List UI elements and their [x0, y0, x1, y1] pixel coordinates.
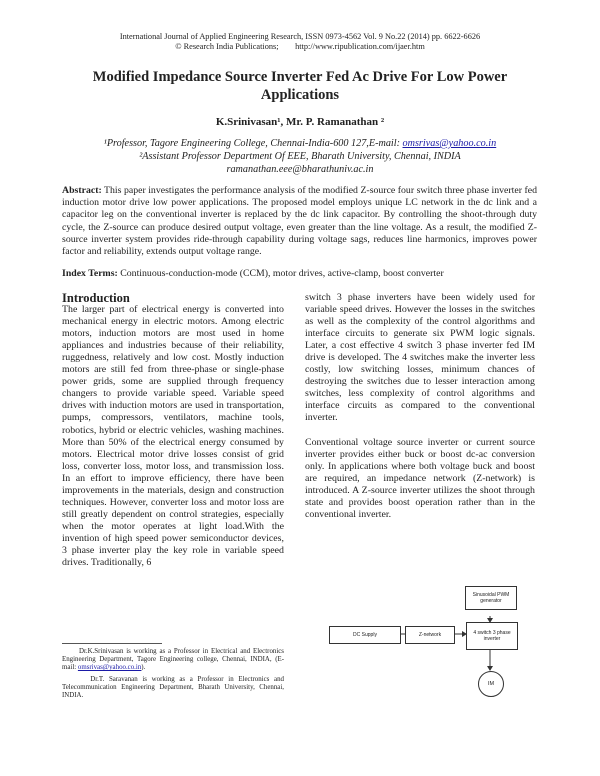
- footnote-2-text: Dr.T. Saravanan is working as a Professor in Electronics and Telecommunication Engineering Department, Bharath University, Chennai, INDIA.: [62, 676, 284, 700]
- index-terms-text: Continuous-conduction-mode (CCM), motor drives, active-clamp, boost converter: [117, 268, 444, 279]
- abstract: [62, 185, 537, 258]
- index-terms: [62, 268, 537, 280]
- journal-header-line1: International Journal of Applied Engineering Research, ISSN 0973-4562 Vol. 9 No.22 (2014) pp. 6622-6626: [119, 32, 481, 41]
- footnote-2: [62, 676, 284, 701]
- section-heading-introduction: Introduction: [62, 291, 130, 305]
- index-terms-label: Index Terms:: [62, 268, 118, 279]
- intro-left-column: [62, 292, 284, 569]
- author-list: K.Srinivasan¹, Mr. P. Ramanathan ²: [215, 116, 385, 128]
- induction-motor-icon: IM: [478, 671, 504, 697]
- footnote-1-email-link[interactable]: omsrivas@yahoo.co.in: [77, 664, 142, 672]
- paper-title: Modified Impedance Source Inverter Fed Ac Drive For Low Power Applications: [92, 69, 508, 103]
- affiliation-2: ²Assistant Professor Department Of EEE, Bharath University, Chennai, INDIA: [139, 151, 461, 162]
- intro-paragraph-1: The larger part of electrical energy is converted into mechanical energy in electric motors. Among electric motors, induction motors are most used in home appliances and industries because of their reliability, ruggedness, relatively and low cost. Mostly induction motors are still fed from three-phase or single-phase power grids, some are supplied through frequency changers to provide variable speed. Variable speed drives with induction motors are used in transportation, pumps, compressors, ventilators, machine tools, robotics, hybrid or electric vehicles, washing machines. More than 50% of the electrical energy consumed by motors. Electrical motor drive losses consist of grid loss, converter loss, motor loss, and transmission loss. In an effort to improve efficiency, there have been improvements in the materials, design and construction techniques. However, converter loss and motor loss are still greatly dependent on control strategies, especially when the motor operates at light load.With the invention of high speed power semiconductor devices, 3 phase inverter play the key role in variable speed drives. Traditionally, 6: [62, 304, 284, 569]
- intro-right-column: [305, 292, 535, 521]
- z-network-block: Z-network: [405, 626, 455, 644]
- footnote-1-end: ).: [141, 664, 146, 672]
- abstract-text: This paper investigates the performance analysis of the modified Z-source four switch three phase inverter fed induction motor drive low power applications. The proposed model employs unique LC network in the dc link and a capacitor leg on the conventional inverter is replaced by the dc link capacitor. By controlling the shoot-through duty cycle, the Z-source can produce desired output voltage, even greater than the line voltage. As a result, the modified Z-source inverter system provides ride-through capability during voltage sags, reduces line harmonics, improves power factor and reliability, extends output voltage range.: [62, 185, 537, 258]
- journal-header-line2: © Research India Publications; http://www.ripublication.com/ijaer.htm: [175, 42, 425, 51]
- dc-supply-block: DC Supply: [329, 626, 401, 644]
- footnote-divider: [62, 643, 162, 644]
- affiliation-2-email: ramanathan.eee@bharathuniv.ac.in: [226, 164, 374, 175]
- affiliation-1: [30, 138, 570, 151]
- intro-paragraph-3: Conventional voltage source inverter or current source inverter provides either buck or boost dc-ac conversion only. In applications where both voltage buck and boost are required, an impedance network (Z-network) is introduced. A Z-source inverter utilizes the shoot through state and provides boost operation rather than in the conventional inverter.: [305, 436, 535, 520]
- abstract-label: Abstract:: [62, 185, 102, 196]
- affiliation-1-text: ¹Professor, Tagore Engineering College, Chennai-India-600 127,E-mail:: [103, 138, 403, 149]
- footnote-1-text: Dr.K.Srinivasan is working as a Professor in Electrical and Electronics Engineering Department, Tagore Engineering college, Chennai, INDIA, (E-mail:: [62, 648, 284, 672]
- pwm-generator-block: Sinusoidal PWM generator: [465, 586, 517, 610]
- intro-paragraph-2: switch 3 phase inverters have been widely used for variable speed drives. However the losses in the switches as well as the complexity of the control algorithms and interface circuits to generate six PWM logic signals. Later, a cost effective 4 switch 3 phase inverter fed IM drive is developed. The 4 switches make the inverter less costly, low switching losses, minimum chances of destroying the switches due to lesser interaction among switches, less complexity of control algorithms and interface circuits as compared to the conventional inverter.: [305, 292, 535, 424]
- footnote-1: [62, 648, 284, 673]
- affiliation-1-email-link[interactable]: omsrivas@yahoo.co.in: [402, 138, 497, 149]
- inverter-block: 4 switch 3 phase inverter: [466, 622, 518, 650]
